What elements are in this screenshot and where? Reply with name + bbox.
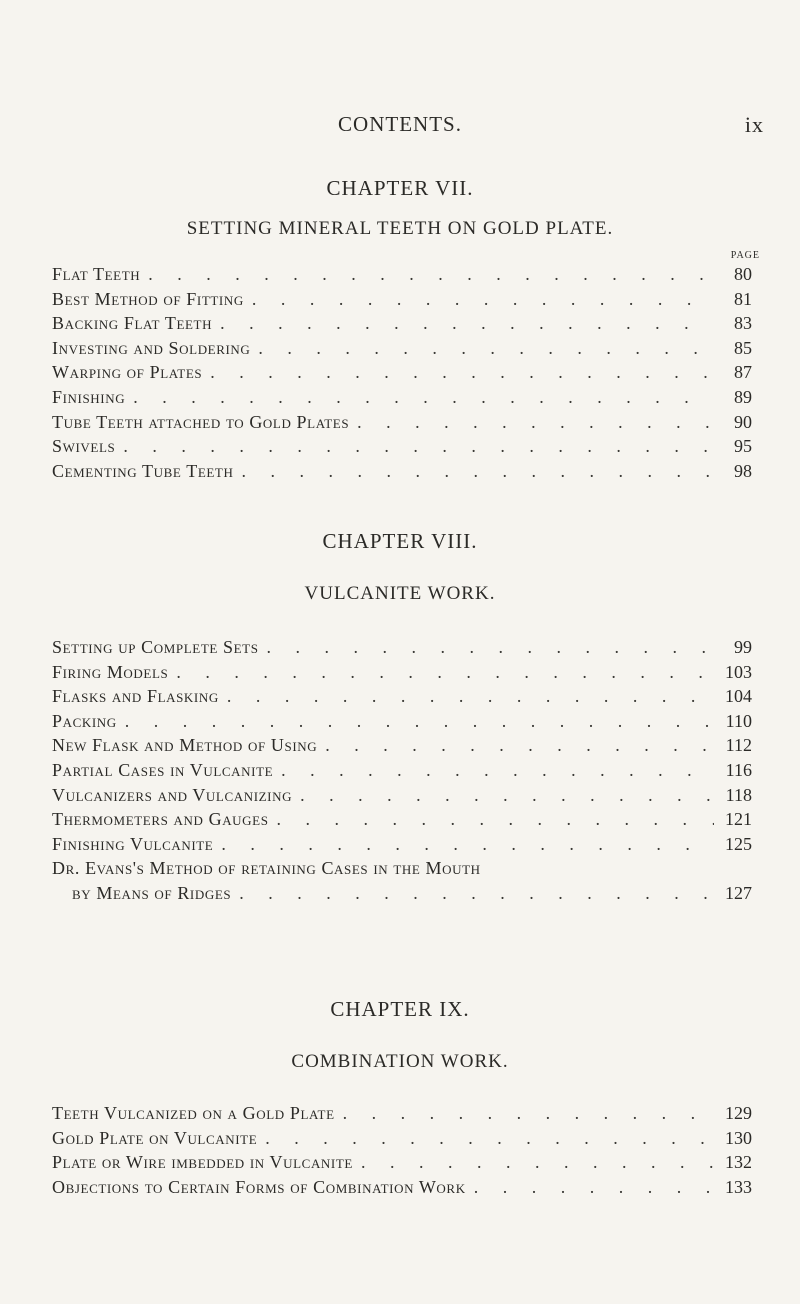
chapter-viii	[0, 529, 800, 903]
toc-entry-page: 87	[734, 362, 752, 383]
running-head	[0, 112, 800, 142]
toc-entry-page: 90	[734, 411, 752, 432]
toc-entry-title: Investing and Soldering	[52, 337, 251, 358]
chapter-subtitle: VULCANITE WORK.	[304, 583, 496, 604]
dot-leader	[357, 412, 714, 433]
dot-leader	[277, 809, 714, 830]
dot-leader	[267, 637, 714, 658]
toc-list	[52, 637, 752, 908]
chapter-vii	[0, 176, 800, 481]
toc-entry-page: 132	[725, 1152, 752, 1173]
toc-entry	[52, 289, 752, 314]
toc-entry	[52, 760, 752, 785]
dot-leader	[133, 387, 714, 408]
toc-entry-title: Objections to Certain Forms of Combination Work	[52, 1176, 466, 1197]
dot-leader	[300, 785, 714, 806]
dot-leader	[343, 1103, 714, 1124]
dot-leader	[241, 461, 714, 482]
toc-entry-title: Finishing Vulcanite	[52, 833, 214, 854]
toc-entry	[52, 858, 752, 883]
chapter-title: CHAPTER VIII.	[322, 529, 478, 553]
toc-entry-title: Gold Plate on Vulcanite	[52, 1127, 258, 1148]
toc-entry-title: New Flask and Method of Using	[52, 735, 318, 756]
toc-entry	[52, 637, 752, 662]
toc-entry-title: Setting up Complete Sets	[52, 637, 259, 657]
toc-entry-page: 118	[725, 784, 752, 805]
toc-entry	[52, 1103, 752, 1128]
toc-entry-title: Tube Teeth attached to Gold Plates	[52, 411, 350, 432]
chapter-subtitle: COMBINATION WORK.	[291, 1051, 509, 1072]
toc-entry	[52, 1152, 752, 1177]
dot-leader	[361, 1152, 714, 1173]
toc-entry-page: 121	[725, 809, 752, 830]
toc-entry-page: 80	[734, 264, 752, 284]
toc-entry-title: Teeth Vulcanized on a Gold Plate	[52, 1103, 335, 1123]
page-folio: ix	[744, 112, 764, 137]
toc-entry-page: 99	[734, 637, 752, 657]
toc-entry-title: Plate or Wire imbedded in Vulcanite	[52, 1152, 353, 1173]
toc-entry-page: 110	[725, 710, 752, 731]
toc-entry	[52, 809, 752, 834]
toc-entry	[52, 1128, 752, 1153]
toc-entry-page: 125	[725, 833, 752, 854]
toc-entry-title: Dr. Evans's Method of retaining Cases in the Mouth	[52, 858, 481, 879]
toc-entry-page: 103	[725, 661, 752, 682]
toc-entry-page: 83	[734, 313, 752, 334]
toc-entry-title: Backing Flat Teeth	[52, 313, 213, 334]
dot-leader	[210, 362, 714, 383]
toc-entry-page: 81	[734, 288, 752, 309]
toc-entry	[52, 338, 752, 363]
toc-list	[52, 1103, 752, 1201]
dot-leader	[239, 883, 714, 904]
toc-entry-title: Finishing	[52, 386, 126, 407]
toc-entry	[52, 883, 752, 908]
toc-entry-title: Warping of Plates	[52, 362, 203, 383]
toc-entry-title: Flasks and Flasking	[52, 686, 219, 707]
toc-entry-title: Thermometers and Gauges	[52, 809, 269, 830]
chapter-title: CHAPTER VII.	[326, 176, 474, 200]
page-column-label: PAGE	[730, 250, 760, 261]
toc-entry-page: 98	[734, 460, 752, 481]
toc-entry	[52, 412, 752, 437]
toc-entry-title: Best Method of Fitting	[52, 288, 244, 309]
toc-entry-title: Cementing Tube Teeth	[52, 460, 234, 481]
dot-leader	[148, 264, 714, 285]
toc-entry-page: 127	[725, 882, 752, 903]
toc-entry-page: 116	[725, 759, 752, 780]
toc-entry	[52, 735, 752, 760]
toc-entry-title: by Means of Ridges	[72, 882, 232, 903]
dot-leader	[474, 1177, 714, 1198]
toc-entry-title: Swivels	[52, 436, 116, 457]
running-head-title: CONTENTS.	[338, 112, 462, 136]
dot-leader	[125, 711, 714, 732]
dot-leader	[281, 760, 714, 781]
toc-entry	[52, 461, 752, 486]
toc-entry	[52, 662, 752, 687]
toc-entry-page: 130	[725, 1127, 752, 1148]
toc-entry-title: Packing	[52, 710, 117, 731]
toc-entry	[52, 785, 752, 810]
toc-entry-page: 112	[725, 735, 752, 756]
toc-entry-title: Flat Teeth	[52, 264, 141, 284]
toc-list	[52, 264, 752, 485]
chapter-subtitle: SETTING MINERAL TEETH ON GOLD PLATE.	[186, 218, 614, 239]
dot-leader	[325, 735, 714, 756]
dot-leader	[252, 289, 714, 310]
chapter-title: CHAPTER IX.	[330, 997, 470, 1021]
toc-entry-page: 89	[734, 386, 752, 407]
dot-leader	[123, 436, 714, 457]
toc-entry-page: 95	[734, 436, 752, 457]
chapter-ix	[0, 997, 800, 1197]
dot-leader	[265, 1128, 714, 1149]
toc-entry	[52, 711, 752, 736]
dot-leader	[227, 686, 714, 707]
toc-entry-page: 85	[734, 337, 752, 358]
toc-entry	[52, 436, 752, 461]
toc-entry-page: 129	[725, 1103, 752, 1123]
dot-leader	[220, 313, 714, 334]
toc-entry	[52, 387, 752, 412]
toc-entry-title: Firing Models	[52, 661, 169, 682]
toc-entry-title: Partial Cases in Vulcanite	[52, 759, 274, 780]
toc-entry	[52, 834, 752, 859]
toc-entry-page: 133	[725, 1176, 752, 1197]
toc-entry	[52, 686, 752, 711]
toc-entry	[52, 1177, 752, 1202]
toc-entry	[52, 264, 752, 289]
dot-leader	[221, 834, 714, 855]
toc-entry	[52, 362, 752, 387]
toc-entry	[52, 313, 752, 338]
toc-entry-title: Vulcanizers and Vulcanizing	[52, 784, 293, 805]
dot-leader	[258, 338, 714, 359]
toc-entry-page: 104	[725, 686, 752, 707]
dot-leader	[176, 662, 714, 683]
